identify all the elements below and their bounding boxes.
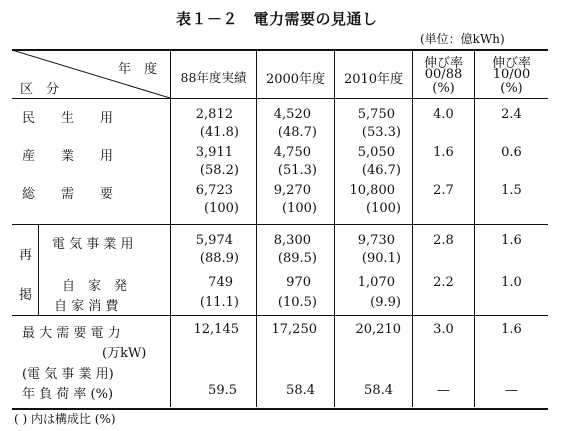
cell-growth1: 4.0	[433, 107, 454, 122]
cell-value: 1,070	[357, 275, 395, 290]
cell-growth1: —	[437, 383, 450, 398]
row-label: 産 業 用	[22, 149, 114, 164]
cell-growth1: 2.7	[433, 183, 454, 198]
column-divider	[170, 50, 171, 407]
cell-value: 59.5	[208, 383, 237, 398]
cell-growth2: 1.5	[501, 183, 522, 198]
header-growth2-l3: (%)	[500, 81, 523, 96]
table-title: 表１－２ 電力需要の見通し	[176, 10, 378, 28]
cell-value: 749	[208, 275, 233, 290]
column-divider	[256, 50, 257, 407]
row-label: 総 需 要	[22, 187, 114, 202]
cell-growth2: 1.6	[501, 322, 522, 337]
cell-share: (41.8)	[199, 125, 239, 140]
cell-value: 10,800	[349, 183, 395, 198]
row-label: 年 負 荷 率 (%)	[22, 387, 114, 402]
row-unit: (万kW)	[102, 346, 147, 361]
row-label: 自 家 消 費	[54, 299, 119, 314]
section-divider	[12, 315, 548, 316]
cell-growth1: 3.0	[433, 322, 454, 337]
row-label: 最 大 需 要 電 力	[22, 326, 121, 341]
header-growth1-l1: 伸び率	[423, 56, 463, 71]
row-label: 電 気 事 業 用	[52, 237, 134, 252]
cell-share: (48.7)	[277, 125, 317, 140]
cell-share: (9.9)	[370, 295, 401, 310]
cell-value: 970	[286, 275, 311, 290]
column-divider	[334, 50, 335, 407]
cell-value: 8,300	[273, 233, 311, 248]
cell-growth2: 1.6	[501, 233, 522, 248]
cell-share: (100)	[282, 201, 317, 216]
row-sublabel: (電 気 事 業 用)	[22, 367, 114, 382]
cell-value: 58.4	[364, 383, 393, 398]
cell-growth1: 1.6	[433, 145, 454, 160]
cell-value: 3,911	[195, 145, 233, 160]
header-growth2-l1: 伸び率	[491, 56, 531, 71]
cell-value: 4,750	[273, 145, 311, 160]
cell-share: (46.7)	[361, 163, 401, 178]
saikei-label-sai: 再	[19, 248, 33, 263]
cell-value: 12,145	[193, 322, 239, 337]
column-divider	[412, 50, 413, 407]
saikei-divider	[38, 225, 39, 315]
header-growth1-l3: (%)	[432, 81, 455, 96]
cell-growth2: —	[505, 383, 518, 398]
table-frame	[12, 49, 548, 410]
cell-share: (53.3)	[361, 125, 401, 140]
cell-growth1: 2.2	[433, 275, 454, 290]
header-growth2-l2: 10/00	[492, 67, 531, 82]
cell-value: 5,974	[195, 233, 233, 248]
cell-value: 20,210	[355, 322, 401, 337]
cell-value: 6,723	[195, 183, 233, 198]
section-divider	[12, 224, 548, 225]
header-divider	[12, 98, 548, 99]
cell-share: (100)	[366, 201, 401, 216]
cell-growth2: 2.4	[501, 107, 522, 122]
cell-share: (10.5)	[277, 295, 317, 310]
cell-growth2: 1.0	[501, 275, 522, 290]
header-col-2000: 2000年度	[265, 72, 326, 87]
column-divider	[474, 50, 475, 407]
cell-share: (88.9)	[199, 251, 239, 266]
cell-value: 9,270	[273, 183, 311, 198]
header-nendo: 年 度	[118, 62, 158, 77]
cell-value: 4,520	[273, 107, 311, 122]
cell-value: 5,750	[357, 107, 395, 122]
cell-share: (51.3)	[277, 163, 317, 178]
row-label: 自 家 発	[62, 279, 128, 294]
cell-share: (58.2)	[199, 163, 239, 178]
cell-value: 58.4	[286, 383, 315, 398]
row-label: 民 生 用	[22, 111, 114, 126]
cell-growth2: 0.6	[501, 145, 522, 160]
cell-value: 2,812	[195, 107, 233, 122]
saikei-label-kei: 掲	[19, 288, 33, 303]
cell-share: (90.1)	[361, 251, 401, 266]
cell-value: 9,730	[357, 233, 395, 248]
header-kubun: 区 分	[20, 82, 60, 97]
footnote: ( ) 内は構成比 (%)	[14, 412, 116, 426]
header-col-2010: 2010年度	[343, 72, 404, 87]
cell-share: (100)	[204, 201, 239, 216]
cell-share: (89.5)	[277, 251, 317, 266]
header-col-88: 88年度実績	[180, 70, 247, 85]
unit-label: (単位：億kWh)	[420, 32, 505, 46]
cell-value: 17,250	[271, 322, 317, 337]
header-growth1-l2: 00/88	[424, 67, 463, 82]
cell-growth1: 2.8	[433, 233, 454, 248]
cell-share: (11.1)	[199, 295, 239, 310]
cell-value: 5,050	[357, 145, 395, 160]
